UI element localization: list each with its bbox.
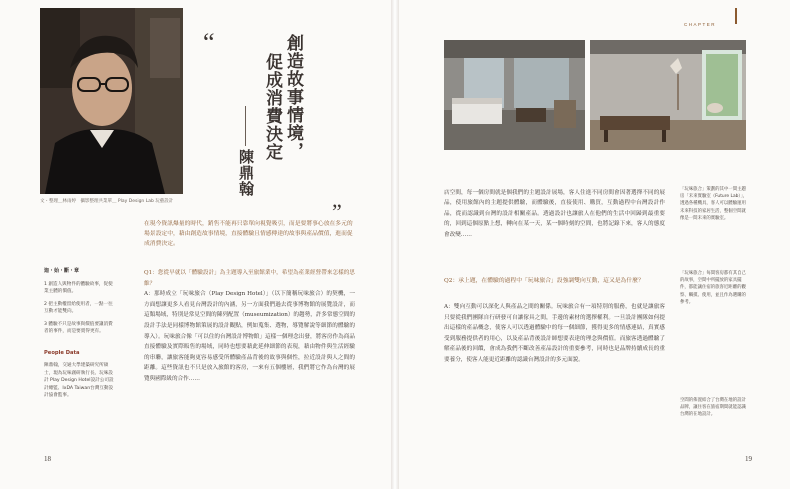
page-number-left: 18 (44, 455, 51, 463)
room-photo-1 (444, 40, 585, 150)
intro-paragraph: 在現今資訊爆量的時代，銷售不能再只靠單向視覺吸引，而是要將事心放在多元的場景設定中，藉由創造故事情境，直接體驗且情感傳達的故事與產品價值，進而促成消費決定。 (144, 221, 353, 247)
quote-open-mark: “ (203, 28, 215, 57)
author-name: 陳鼎翰 (237, 149, 255, 197)
sidebar-point: 1 創造人與物件的體驗故事，促使業主體的價值。 (44, 281, 113, 294)
question-2: Q2：承上題，在體驗的過程中「玩味旅合」設強調雙向互動，這又是為什麼？ (444, 278, 644, 284)
right-body-1: 店空間，每一個房間就是個我們的主題設計展場，客人住進不同房間會因著選擇不同的展品，使用旅館內的主題提供體驗，而體驗後，直接使用、購買，互動過程中台灣設計作品，從而認識到台灣的設計相關產品。透過設計也讓旅人在他們的生活中回歸到最重要的，回到這個原點上想，轉向在某一天，某一個時刻的空間，也將記錄下來，客人的態度會改變…… (444, 190, 665, 238)
chapter-marker (735, 8, 737, 24)
side-note-2: 「玩味旅合」每間客房都有其自己的故事，空間中所擺放的家具擺件，都能讓住宿的旅客近距離的觀察、觸摸、使用，並且作為選購的參考。 (680, 271, 746, 305)
photo-caption: 文・整理＿林雨婷 攝影整理共業單＿ Play Design Lab 玩藝設計 (40, 199, 174, 204)
sidebar-point: 3 體驗不只是故事與價值要讓消費者的事件，而是要賣得更有。 (44, 321, 113, 334)
portrait-photo (40, 8, 183, 194)
key-points-sidebar (44, 268, 116, 400)
people-data-text: 陳鼎翰，交通大學建築研究所碩士，現為玩味創研執行長、玩味設計 Play Design Hotel設計公司設計總監、IxDA Taiwan台灣互動設計協會監事。 (44, 363, 114, 398)
left-body (144, 268, 355, 385)
title-line-2: 促成消費決定 (262, 53, 282, 161)
side-note-3: 空間的佈置結合了台灣在地的設計品牌，讓住客在旅宿期間就能認識台灣的在地設計。 (680, 398, 746, 418)
room-photo-2 (590, 40, 746, 150)
quote-close-mark: ” (332, 199, 342, 224)
answer-1: A：那時成立「玩味旅合（Play Design Hotel）」（以下簡稱玩味旅合）的契機，一方面想讓更多人看見台灣設計的內涵，另一方面我們過去從事博物館的展覽設計，而這類場域，特別是常見空間的陳列配置（museumization）的趨勢，許多常態空間的設計手法是同樣博物館策展的設計觀點，例如蒐集、選物，導覽解說等細節的體驗的導入）。玩味旅合像「可以住的台灣設計博物館」這樣一個理念出發，將客房作為商品直接體驗及實際販售的場域，同時也想要藉此延伸細節的表現，藉由物件與生活經驗的串聯，讓旅客能夠更容易感受所體驗產品背後的故事與個性，拉近設計與人之間的距離。這些資訊也不只是放入旅館的客房，一來有五個樓層，我們將它作為台灣的展覽與國際級的合作…… (144, 291, 355, 382)
chapter-label: CHAPTER (684, 22, 717, 27)
page-number-right: 19 (745, 455, 752, 463)
sidebar-heading: 迦・始・斷・章 (44, 268, 80, 274)
book-gutter (391, 0, 399, 489)
sidebar-point: 2 把主動權留給使用者，一點一往互動才能雙向。 (44, 301, 113, 314)
title-line-1: 創造故事情境， (283, 34, 303, 160)
title-divider (245, 106, 246, 146)
people-data-heading: People Data (44, 349, 80, 356)
question-1: Q1：您從早就以「體驗設計」為主題導入至旅館業中，希望為產業經營帶來怎樣的思維？ (144, 270, 355, 287)
side-note-1: 「玩味旅合」策劃的其中一間主題房「未來實驗室（Future Lab）」，透過各種機具，客人可以體驗運用未來科技的家居生活，整個空間就像是一間未來的實驗室。 (680, 187, 748, 221)
answer-2: A：雙向互動可以深化人與產品之間的關係。玩味旅合有一項特別的服務，也就是讓旅客只要從我們團隊自行研發可自讓傢具之間，手邊的素材的選擇權利。一旦設計團隊如何提出這樣的產品概念，使客人可以透過體驗中的每一個細節，獲得更多的情感連結，真實感受到服務提供者的用心，以及產品背後設計師想要表達的理念與價值。而旅客透過體驗了解產品後的回饋，會成為我們不斷改善產品設計的重要參考，同時也是品牌持續成長的重要養分，使客人能更近距離的認識台灣設計的多元面貌。 (444, 304, 665, 363)
